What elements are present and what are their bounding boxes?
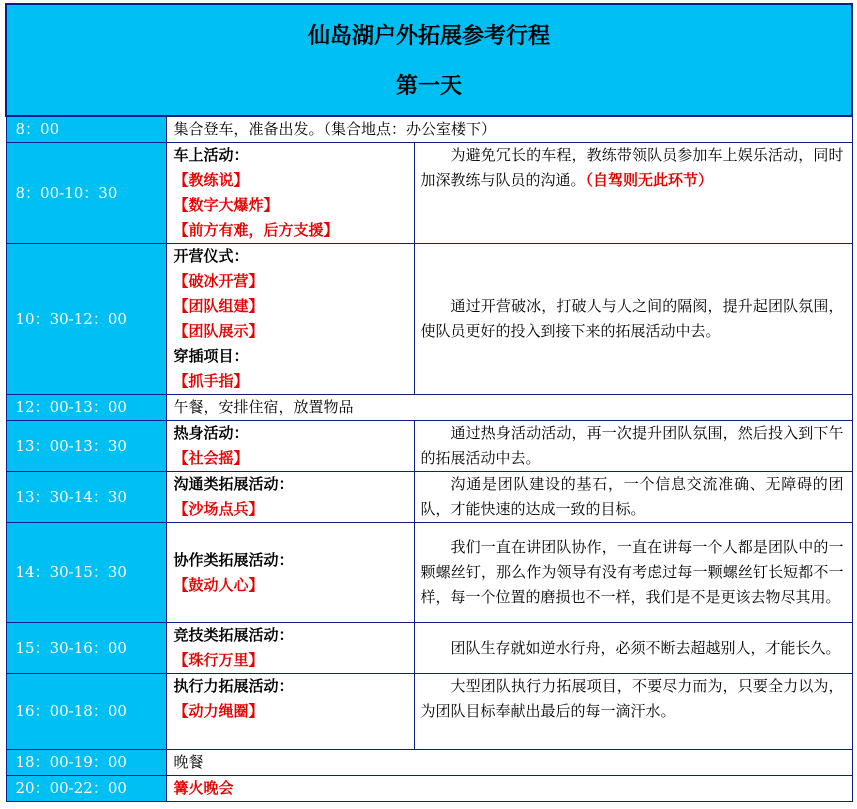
activity-item: 【教练说】 (173, 171, 249, 189)
schedule-row (6, 143, 852, 244)
description-text: 团队生存就如逆水行舟，必须不断去超越别人，才能长久。 (450, 638, 841, 657)
schedule-row (6, 750, 852, 776)
time-cell: 8：00 (6, 116, 166, 143)
document-title: 仙岛湖户外拓展参考行程 (308, 23, 551, 49)
time-cell: 15：30-16：00 (6, 623, 166, 674)
description-text: 大型团队执行力拓展项目，不要尽力而为，只要全力以为，为团队目标奉献出最后的每一滴汗水。 (420, 677, 844, 720)
schedule-row (6, 472, 852, 523)
description-cell (414, 523, 852, 623)
description-text: 沟通是团队建设的基石，一个信息交流准确、无障碍的团队，才能快速的达成一致的目标。 (420, 475, 844, 518)
activity-heading: 沟通类拓展活动： (173, 475, 294, 493)
activity-item: 【珠行万里】 (173, 651, 264, 669)
schedule-row (6, 674, 852, 750)
activity-cell (166, 421, 414, 472)
activity-item: 【动力绳圈】 (173, 702, 264, 720)
schedule-row (6, 116, 852, 143)
schedule-row (6, 421, 852, 472)
time-cell: 8：00-10：30 (6, 143, 166, 244)
activity-cell (166, 244, 414, 395)
activity-heading: 车上活动： (173, 146, 249, 164)
description-cell (414, 244, 852, 395)
activity-cell: 篝火晚会 (166, 776, 852, 802)
activity-cell: 集合登车，准备出发。（集合地点：办公室楼下） (166, 116, 852, 143)
time-cell: 20：00-22：00 (6, 776, 166, 802)
time-cell: 10：30-12：00 (6, 244, 166, 395)
itinerary-document (5, 3, 851, 803)
activity-item: 【抓手指】 (173, 372, 249, 390)
schedule-row (6, 395, 852, 421)
schedule-row (6, 776, 852, 802)
activity-heading: 竞技类拓展活动： (173, 626, 294, 644)
description-text: 我们一直在讲团队协作，一直在讲每一个人都是团队中的一颗螺丝钉，那么作为领导有没有考虑过每一颗螺丝钉长短都不一样，每一个位置的磨损也不一样，我们是不是更该去物尽其用。 (420, 538, 844, 606)
schedule-row (6, 244, 852, 395)
time-cell: 13：30-14：30 (6, 472, 166, 523)
time-cell: 14：30-15：30 (6, 523, 166, 623)
description-note: （自驾则无此环节） (585, 171, 714, 189)
schedule-row (6, 623, 852, 674)
activity-heading: 执行力拓展活动： (173, 677, 294, 695)
description-cell (414, 674, 852, 750)
activity-item: 【破冰开营】 (173, 272, 264, 290)
day-title: 第一天 (396, 73, 463, 99)
time-cell: 18：00-19：00 (6, 750, 166, 776)
activity-item: 【鼓动人心】 (173, 575, 264, 594)
description-cell (414, 623, 852, 674)
activity-item: 【前方有难，后方支援】 (173, 221, 339, 239)
activity-cell (166, 523, 414, 623)
header-row (6, 4, 852, 116)
time-cell: 16：00-18：00 (6, 674, 166, 750)
activity-heading-secondary: 穿插项目： (173, 347, 249, 365)
description-text: 通过热身活动活动，再一次提升团队氛围，然后投入到下午的拓展活动中去。 (420, 424, 844, 467)
description-cell (414, 421, 852, 472)
itinerary-table (5, 3, 853, 802)
activity-heading: 热身活动： (173, 424, 249, 442)
schedule-row (6, 523, 852, 623)
time-cell: 13：00-13：30 (6, 421, 166, 472)
activity-cell (166, 472, 414, 523)
activity-item: 【团队组建】 (173, 297, 264, 315)
activity-heading: 开营仪式： (173, 247, 249, 265)
activity-cell (166, 623, 414, 674)
activity-item: 【团队展示】 (173, 322, 264, 340)
activity-item: 【沙场点兵】 (173, 500, 264, 518)
description-cell (414, 143, 852, 244)
activity-cell: 晚餐 (166, 750, 852, 776)
activity-cell (166, 143, 414, 244)
description-text: 为避免冗长的车程，教练带领队员参加车上娱乐活动，同时加深教练与队员的沟通。 (420, 146, 844, 189)
description-cell (414, 472, 852, 523)
activity-item: 【社会摇】 (173, 449, 249, 467)
activity-cell: 午餐，安排住宿，放置物品 (166, 395, 852, 421)
time-cell: 12：00-13：00 (6, 395, 166, 421)
activity-heading: 协作类拓展活动： (173, 550, 294, 569)
description-text: 通过开营破冰，打破人与人之间的隔阂，提升起团队氛围，使队员更好的投入到接下来的拓展活动中去。 (420, 297, 844, 340)
activity-item: 【数字大爆炸】 (173, 196, 279, 214)
activity-cell (166, 674, 414, 750)
